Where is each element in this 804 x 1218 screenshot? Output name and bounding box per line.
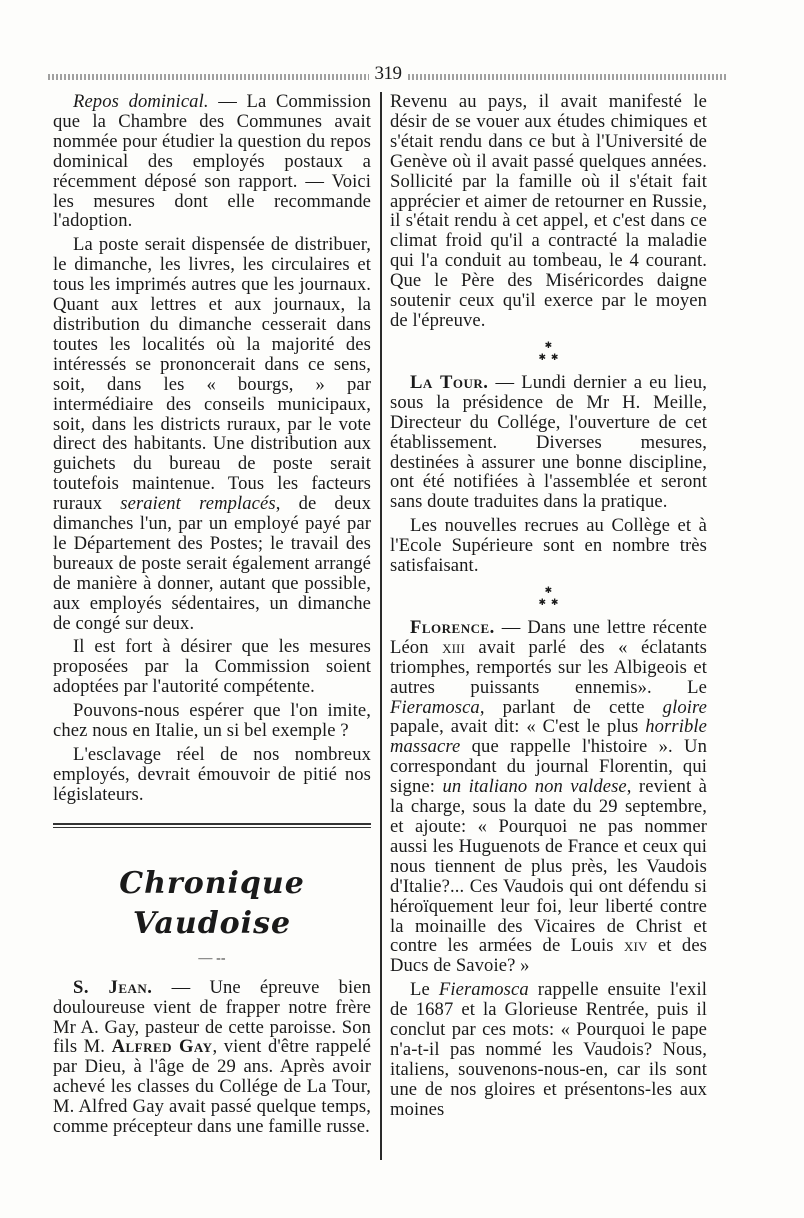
- article-la-tour-p2: Les nouvelles recrues au Collège et à l'Ecole Supérieure sont en nombre très satisfaisant.: [390, 515, 707, 577]
- person-name: Alfred Gay: [111, 1036, 213, 1058]
- page-number: 319: [374, 63, 402, 84]
- star-icon: ✱ ✱: [538, 351, 559, 362]
- place-name: La Tour.: [410, 371, 489, 393]
- left-column: [53, 92, 371, 1141]
- section-title: Chronique Vaudoise: [119, 865, 305, 941]
- asterism-separator: [390, 584, 707, 608]
- right-column: [390, 92, 707, 1124]
- place-name: Florence.: [410, 616, 495, 638]
- place-name: S. Jean.: [73, 976, 153, 998]
- article-florence-p1: Florence. — Dans une lettre récente Léon xiii avait parlé des « éclatants triomphes, remportés sur les Albigeois et autres puissants ennemis». Le Fieramosca, parlant de cette gloire papale, avait dit: « C'est le plus horrible massacre que rappelle l'histoire ». Un correspondant du journal Florentin, qui signe: un italiano non valdese, revient à la charge, sous la date du 29 septembre, et ajoute: « Pourquoi ne pas nommer aussi les Huguenots de France et ceux qui nous tiennent de plus près, les Vaudois d'Italie?... Ces Vaudois qui ont défendu si héroïquement leur foi, leur liberté contre la moinaille des Vicaires de Christ et contre les armées de Louis xiv et des Ducs de Savoie? »: [390, 616, 708, 977]
- asterism-separator: [390, 339, 707, 363]
- article-s-jean-p1: S. Jean. — Une épreuve bien douloureuse vient de frapper notre frère Mr A. Gay, pasteur de cette paroisse. Son fils M. Alfred Gay, vient d'être rappelé par Dieu, à l'âge de 29 ans. Après avoir achevé les classes du Collége de La Tour, M. Alfred Gay avait passé quelque temps, comme précepteur dans une famille russe.: [53, 976, 372, 1138]
- article-title: Repos dominical.: [73, 91, 209, 112]
- header-rule-left: [48, 74, 369, 80]
- star-icon: ✱: [544, 339, 553, 350]
- article-repos-dominical-p5: L'esclavage réel de nos nombreux employés, devrait émouvoir de pitié nos législateurs.: [53, 744, 371, 805]
- page-header: [48, 62, 728, 86]
- article-repos-dominical-p4: Pouvons-nous espérer que l'on imite, chez nous en Italie, un si bel exemple ?: [53, 700, 371, 742]
- article-florence-p2: Le Fieramosca rappelle ensuite l'exil de 1687 et la Glorieuse Rentrée, puis il conclut par ces mots: « Pourquoi le pape n'a-t-il pas nommé les Vaudois? Nous, italiens, souvenons-nous-en, car ils sont une de nos gloires et présentons-les aux moines: [390, 979, 707, 1120]
- article-repos-dominical-p3: Il est fort à désirer que les mesures proposées par la Commission soient adoptées par l'autorité compétente.: [53, 636, 371, 698]
- section-divider-rule: [53, 823, 371, 828]
- column-divider: [380, 92, 382, 1160]
- header-rule-right: [408, 74, 729, 80]
- article-repos-dominical-p1: Repos dominical. — La Commission que la Chambre des Communes avait nommée pour étudier la question du repos dominical des employés postaux a récemment déposé son rapport. — Voici les mesures dont elle recommande l'adoption.: [53, 91, 372, 232]
- star-icon: ✱: [544, 584, 553, 595]
- star-icon: ✱ ✱: [538, 596, 559, 607]
- section-title-underline: — --: [198, 950, 226, 966]
- article-repos-dominical-p2: La poste serait dispensée de distribuer, le dimanche, les livres, les circulaires et tous les imprimés autres que les journaux. Quant aux lettres et aux journaux, la distribution du dimanche cesserait dans toutes les localités où la majorité des intéressés se prononcerait dans ce sens, soit, dans les « bourgs, » par intermédiaire des conseils municipaux, soit, dans les districts ruraux, par le vote direct des habitants. Une distribution aux guichets du bureau de poste serait toutefois maintenue. Tous les facteurs ruraux seraient remplacés, de deux dimanches l'un, par un employé payé par le Département des Postes; le travail des bureaux de poste serait également arrangé de manière à donner, autant que possible, aux employés sédentaires, un dimanche de congé sur deux.: [53, 234, 371, 634]
- article-s-jean-continued: Revenu au pays, il avait manifesté le désir de se vouer aux études chimiques et s'était rendu dans ce but à l'Université de Genève où il avait passé quelques années. Sollicité par la famille où il s'était fait apprécier et aimer de retourner en Russie, il s'était rendu à cet appel, et c'est dans ce climat froid qu'il a contracté la maladie qui l'a conduit au tombeau, le 4 courant. Que le Père des Miséricordes daigne soutenir ceux qu'il exerce par le moyen de l'épreuve.: [390, 91, 707, 331]
- article-la-tour-p1: La Tour. — Lundi dernier a eu lieu, sous la présidence de Mr H. Meille, Directeur du Collége, l'ouverture de cet établissement. Diverses mesures, destinées à assurer une bonne discipline, ont été notifiées à l'assemblée et seront sans doute traduites dans la pratique.: [390, 371, 707, 513]
